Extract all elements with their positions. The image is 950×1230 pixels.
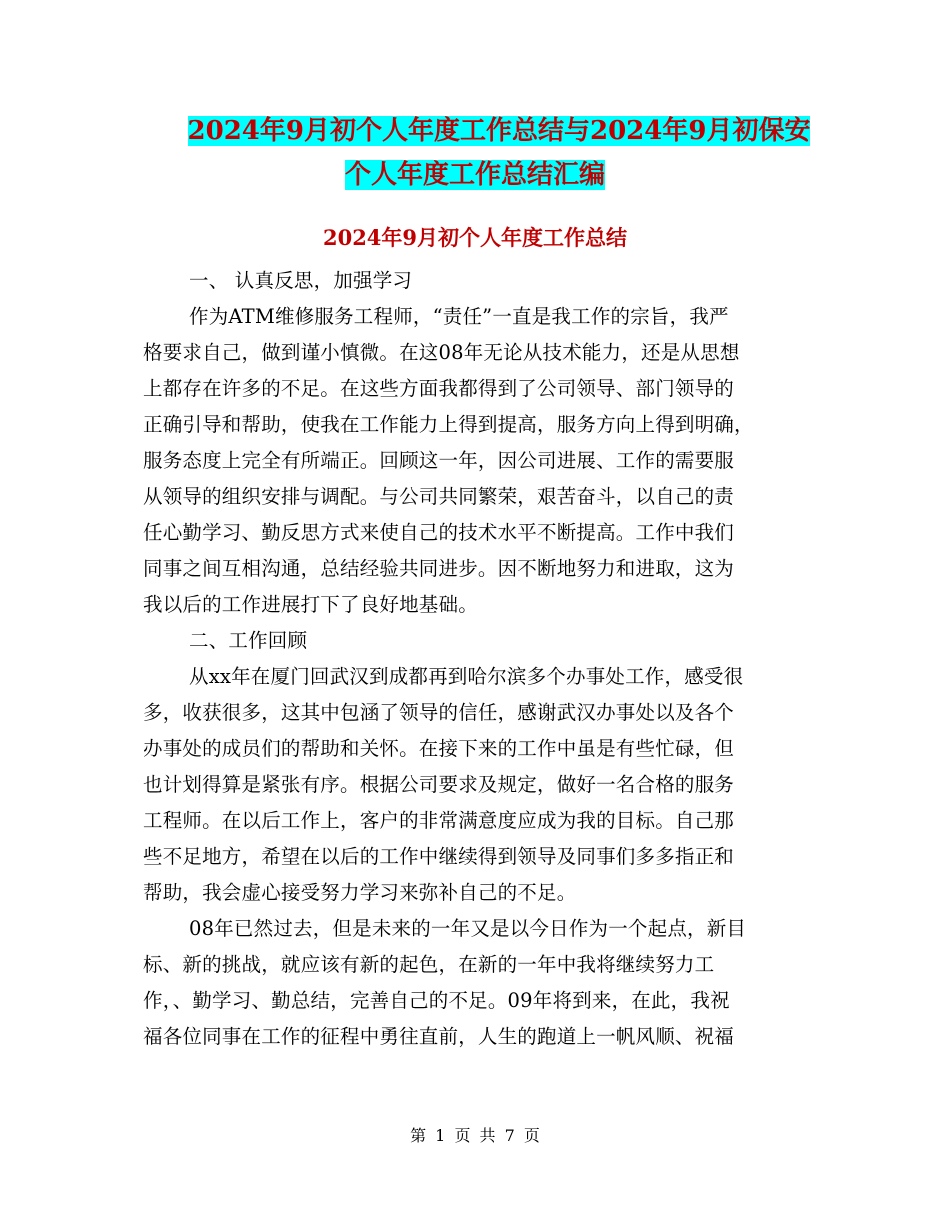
title-text-1: 2024年9月初个人年度工作总结与2024年9月初保安	[187, 116, 811, 146]
paragraph-line: 标、新的挑战，就应该有新的起色，在新的一年中我将继续努力工	[143, 953, 715, 976]
section-heading: 2024年9月初个人年度工作总结	[322, 225, 628, 250]
paragraph-line: 作，、勤学习、勤总结，完善自己的不足。09年将到来，在此，我祝	[143, 989, 730, 1012]
paragraph-line: 从领导的组织安排与调配。与公司共同繁荣，艰苦奋斗，以自己的责	[143, 485, 735, 508]
paragraph-line: 上都存在许多的不足。在这些方面我都得到了公司领导、部门领导的	[143, 377, 735, 400]
document-title-line-1	[24, 106, 950, 156]
paragraph-line: 作为ATM维修服务工程师，“责任”一直是我工作的宗旨，我严	[189, 305, 729, 328]
paragraph-line: 福各位同事在工作的征程中勇往直前，人生的跑道上一帆风顺、祝福	[143, 1025, 735, 1048]
paragraph-line: 帮助，我会虚心接受努力学习来弥补自己的不足。	[143, 881, 577, 904]
paragraph-line: 多，收获很多，这其中包涵了领导的信任，感谢武汉办事处以及各个	[143, 701, 735, 724]
paragraph-line: 同事之间互相沟通，总结经验共同进步。因不断地努力和进取，这为	[143, 557, 735, 580]
paragraph-line: 08年已然过去，但是未来的一年又是以今日作为一个起点，新目	[189, 917, 747, 940]
heading-review: 二、工作回顾	[189, 629, 308, 652]
paragraph-line: 办事处的成员们的帮助和关怀。在接下来的工作中虽是有些忙碌，但	[143, 737, 735, 760]
paragraph-line: 我以后的工作进展打下了良好地基础。	[143, 593, 478, 616]
paragraph-line: 正确引导和帮助，使我在工作能力上得到提高，服务方向上得到明确，	[143, 413, 754, 436]
page-number-footer: 第 1 页 共 7 页	[410, 1126, 540, 1145]
paragraph-line: 格要求自己，做到谨小慎微。在这08年无论从技术能力，还是从思想	[143, 341, 740, 364]
paragraph-line: 也计划得算是紧张有序。根据公司要求及规定，做好一名合格的服务	[143, 773, 735, 796]
title-text-2: 个人年度工作总结汇编	[344, 160, 605, 190]
paragraph-line: 些不足地方，希望在以后的工作中继续得到领导及同事们多多指正和	[143, 845, 735, 868]
paragraph-line: 任心勤学习、勤反思方式来使自己的技术水平不断提高。工作中我们	[143, 521, 735, 544]
document-title-line-2	[0, 150, 950, 200]
heading-reflection: 一、 认真反思，加强学习	[189, 269, 413, 292]
paragraph-line: 工程师。在以后工作上，客户的非常满意度应成为我的目标。自己那	[143, 809, 735, 832]
paragraph-line: 从xx年在厦门回武汉到成都再到哈尔滨多个办事处工作，感受很	[189, 665, 744, 688]
paragraph-line: 服务态度上完全有所端正。回顾这一年，因公司进展、工作的需要服	[143, 449, 735, 472]
